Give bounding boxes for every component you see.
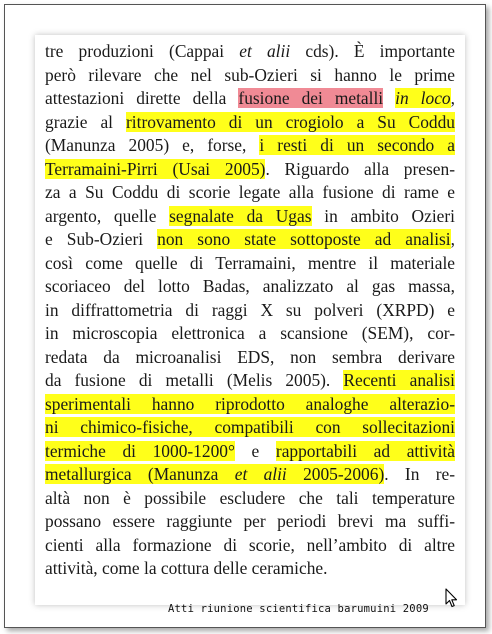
highlighted-text: segnalate da Ugas xyxy=(169,205,312,226)
document-page xyxy=(35,35,465,605)
text-segment: et alii xyxy=(239,41,291,61)
text-line xyxy=(45,87,455,111)
text-segment: . Riguardo alla presen- xyxy=(265,158,455,179)
text-segment: za a Su Coddu di scorie legate alla fusione di rame e xyxy=(45,182,455,202)
text-line xyxy=(45,40,455,64)
text-segment: altà non è possibile escludere che tali temperature xyxy=(45,487,455,508)
text-line xyxy=(45,299,455,323)
text-line xyxy=(45,134,455,158)
text-line xyxy=(45,369,455,393)
text-segment: così come quelle di Terramaini, mentre il materiale xyxy=(45,252,455,273)
text-segment: redata da microanalisi EDS, non sembra derivare xyxy=(45,346,455,367)
highlighted-text: sperimentali hanno riprodotto analoghe alterazio- xyxy=(45,393,455,414)
highlighted-text: ni chimico-fisiche, compatibili con sollecitazioni xyxy=(45,417,455,437)
text-line xyxy=(45,346,455,370)
text-segment: attestazioni dirette della xyxy=(45,88,239,108)
text-line xyxy=(45,393,455,417)
text-line xyxy=(45,228,455,252)
highlighted-text: in loco xyxy=(395,88,451,108)
highlighted-text: rapportabili ad attività xyxy=(275,440,455,461)
highlighted-text: fusione dei metalli xyxy=(238,88,384,108)
document-text xyxy=(45,40,455,581)
text-line xyxy=(45,322,455,346)
text-segment: in ambito Ozieri xyxy=(311,205,455,226)
mouse-pointer-icon xyxy=(445,588,459,608)
text-segment: da fusione di metalli (Melis 2005). xyxy=(45,370,344,390)
text-line xyxy=(45,534,455,558)
text-line xyxy=(45,181,455,205)
text-line xyxy=(45,416,455,440)
text-line xyxy=(45,252,455,276)
caption: Atti riunione scientifica barumuini 2009 xyxy=(168,603,429,615)
text-segment: . In re- xyxy=(384,464,456,484)
text-segment: cienti alla formazione di scorie, nell’ambito di altre xyxy=(45,534,455,555)
text-segment: , xyxy=(450,88,455,108)
text-segment: (Manunza 2005) e, forse, xyxy=(45,135,260,155)
highlighted-text: metallurgica (Manunza xyxy=(45,464,235,484)
text-line xyxy=(45,463,455,487)
highlighted-text: Recenti analisi xyxy=(343,370,456,390)
highlighted-text: et alii xyxy=(234,464,287,484)
text-line xyxy=(45,205,455,229)
highlighted-text: termiche di 1000-1200° xyxy=(45,440,235,461)
text-segment: e xyxy=(234,440,276,461)
text-segment: scoriaceo del lotto Badas, analizzato al gas massa, xyxy=(45,276,455,296)
text-line xyxy=(45,111,455,135)
text-segment: cds). È importante xyxy=(290,41,455,61)
highlighted-text: i resti di un secondo a xyxy=(259,135,455,155)
text-line xyxy=(45,275,455,299)
highlighted-text: non sono state sottoposte ad analisi xyxy=(157,229,451,249)
text-segment: però rilevare che nel sub-Ozieri si hanno le prime xyxy=(45,64,455,85)
text-segment xyxy=(383,88,395,108)
text-segment: grazie al xyxy=(45,111,126,132)
text-line xyxy=(45,557,455,581)
text-segment: tre produzioni (Cappai xyxy=(45,41,240,61)
text-line xyxy=(45,64,455,88)
text-line xyxy=(45,158,455,182)
text-line xyxy=(45,510,455,534)
text-segment: e Sub-Ozieri xyxy=(45,229,158,249)
text-segment: argento, quelle xyxy=(45,205,170,226)
text-segment: possano essere raggiunte per periodi brevi ma suffi- xyxy=(45,511,455,531)
text-line xyxy=(45,440,455,464)
text-segment: , xyxy=(450,229,455,249)
highlighted-text: ritrovamento di un crogiolo a Su Coddu xyxy=(125,111,455,132)
text-segment: attività, come la cottura delle ceramiche. xyxy=(45,558,328,578)
highlighted-text: 2005-2006) xyxy=(286,464,385,484)
image-frame xyxy=(4,4,486,628)
text-line xyxy=(45,487,455,511)
highlighted-text: Terramaini-Pirri (Usai 2005) xyxy=(45,158,266,179)
text-segment: in diffrattometria di raggi X su polveri (XRPD) e xyxy=(45,299,455,320)
text-segment: in microscopia elettronica a scansione (SEM), cor- xyxy=(45,323,455,343)
